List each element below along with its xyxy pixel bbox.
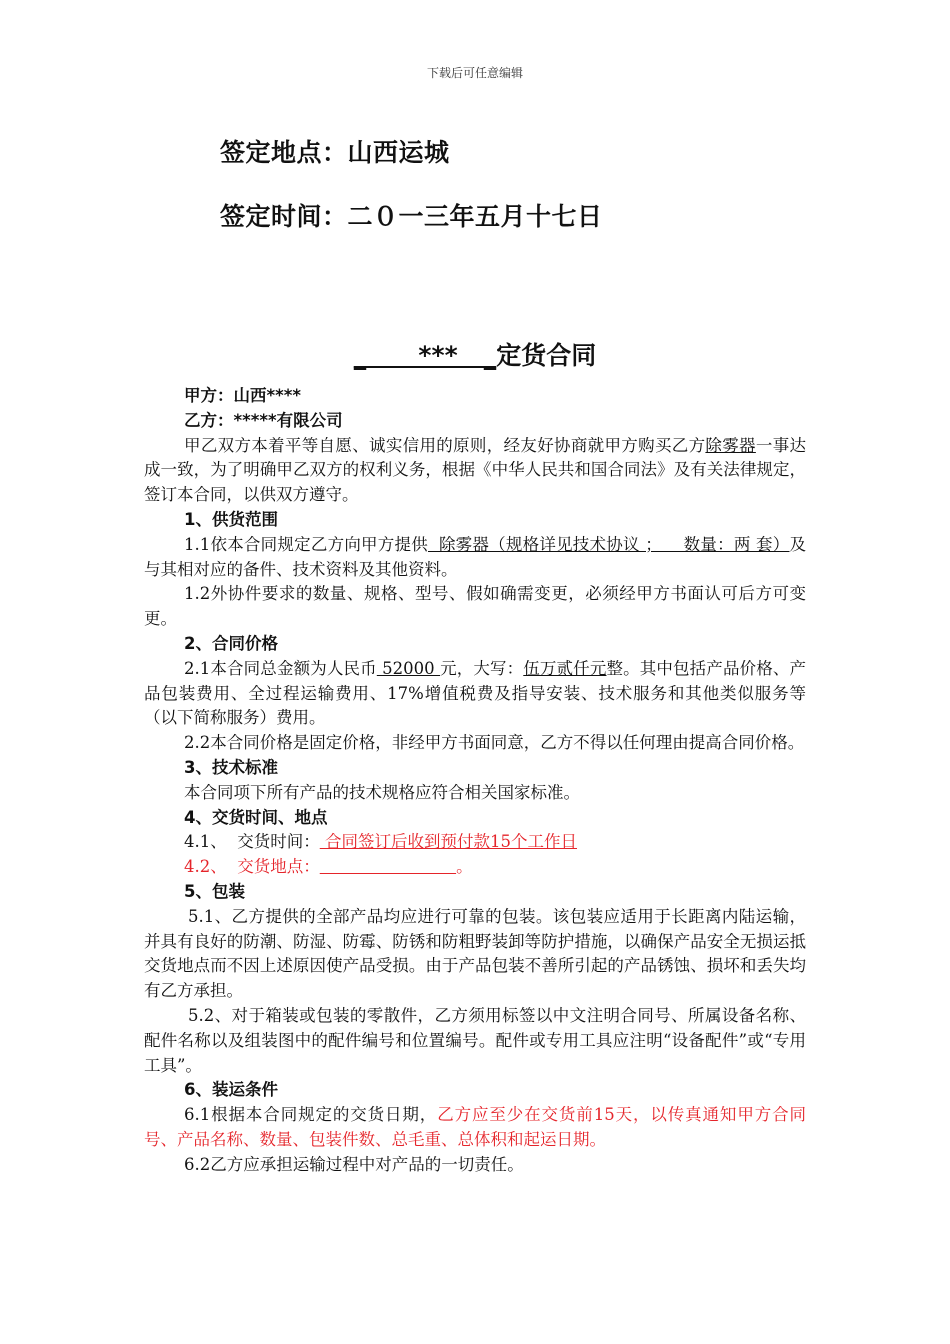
intro-product: 除雾器 (705, 435, 756, 455)
contract-amount: 52000 (376, 658, 441, 678)
delivery-place-blank (320, 857, 456, 876)
party-a: 甲方：山西**** (184, 386, 302, 405)
section-heading: 6、装运条件 (184, 1080, 278, 1100)
clause-1-2: 1.2外协件要求的数量、规格、型号、假如确需变更，必须经甲方书面认可后方可变更。 (144, 584, 806, 629)
delivery-time-value: 合同签订后收到预付款15个工作日 (319, 832, 577, 852)
section-heading: 4、交货时间、地点 (184, 807, 328, 827)
delivery-place-label: 4.2、 交货地点： (184, 857, 320, 877)
section-heading: 3、技术标准 (184, 757, 278, 777)
clause-2-2: 2.2本合同价格是固定价格，非经甲方书面同意，乙方不得以任何理由提高合同价格。 (184, 733, 805, 753)
clause-text: 2.1本合同总金额为人民币 (184, 658, 377, 678)
section-heading: 2、合同价格 (184, 633, 278, 653)
intro-post: 一事达成一致，为了明确甲乙双方的权利义务，根据《中华人民共和国合同法》及有关法律规定，签订本合同，以供双方遵守。 (144, 435, 807, 505)
intro-paragraph (144, 434, 806, 508)
section-heading: 1、供货范围 (184, 509, 278, 529)
clause-2-1 (144, 657, 806, 731)
delivery-time-label: 4.1、 交货时间： (184, 832, 320, 852)
clause-4-1 (144, 830, 806, 855)
clause-red-text: 乙方应至少在交货前15天，以传真通知甲方合同号、产品名称、数量、包装件数、总毛重、总体积和起运日期。 (144, 1105, 806, 1149)
contract-body (144, 384, 806, 1178)
party-b: 乙方：*****有限公司 (184, 410, 343, 430)
clause-text: 元，大写： (440, 658, 524, 678)
contract-title (0, 336, 950, 372)
clause-end: 。 (456, 857, 473, 877)
sign-place: 签定地点：山西运城 (220, 138, 450, 167)
clause-6-1 (144, 1103, 806, 1153)
title-blank: _ *** _ (353, 341, 497, 370)
intro-pre: 甲乙双方本着平等自愿、诚实信用的原则，经友好协商就甲方购买乙方 (184, 435, 706, 455)
clause-3-1: 本合同项下所有产品的技术规格应符合相关国家标准。 (184, 782, 580, 802)
clause-4-2 (144, 855, 806, 880)
clause-text: 及与其相对应的备件、技术资料及其他资料。 (144, 534, 806, 579)
clause-5-1: 5.1、乙方提供的全部产品均应进行可靠的包装。该包装应适用于长距离内陆运输，并具有良好的防潮、防湿、防霉、防锈和防粗野装卸等防护措施，以确保产品安全无损运抵交货地点而不因上述原因使产品受损。由于产品包装不善所引起的产品锈蚀、损坏和丢失均有乙方承担。 (144, 906, 806, 1001)
clause-underlined: 除雾器（规格详见技术协议 ； 数量：两 套） (428, 534, 790, 554)
title-text: 定货合同 (496, 341, 597, 370)
contract-amount-words: 伍万贰仟元 (523, 658, 607, 678)
section-heading: 5、包装 (184, 881, 245, 901)
clause-text: 1.1依本合同规定乙方向甲方提供 (184, 534, 428, 554)
clause-1-1 (144, 533, 806, 583)
sign-date: 签定时间：二０一三年五月十七日 (220, 202, 603, 231)
clause-6-2: 6.2乙方应承担运输过程中对产品的一切责任。 (184, 1154, 524, 1174)
clause-5-2: 5.2、对于箱装或包装的零散件，乙方须用标签以中文注明合同号、所属设备名称、配件名称以及组装图中的配件编号和位置编号。配件或专用工具应注明“设备配件”或“专用工具”。 (144, 1005, 806, 1075)
clause-text: 整。其中包括产品价格、产品包装费用、全过程运输费用、17%增值税费及指导安装、技术服务和其他类似服务等（以下简称服务）费用。 (144, 658, 807, 728)
header-note: 下载后可任意编辑 (426, 66, 523, 80)
clause-text: 6.1根据本合同规定的交货日期， (184, 1105, 438, 1125)
